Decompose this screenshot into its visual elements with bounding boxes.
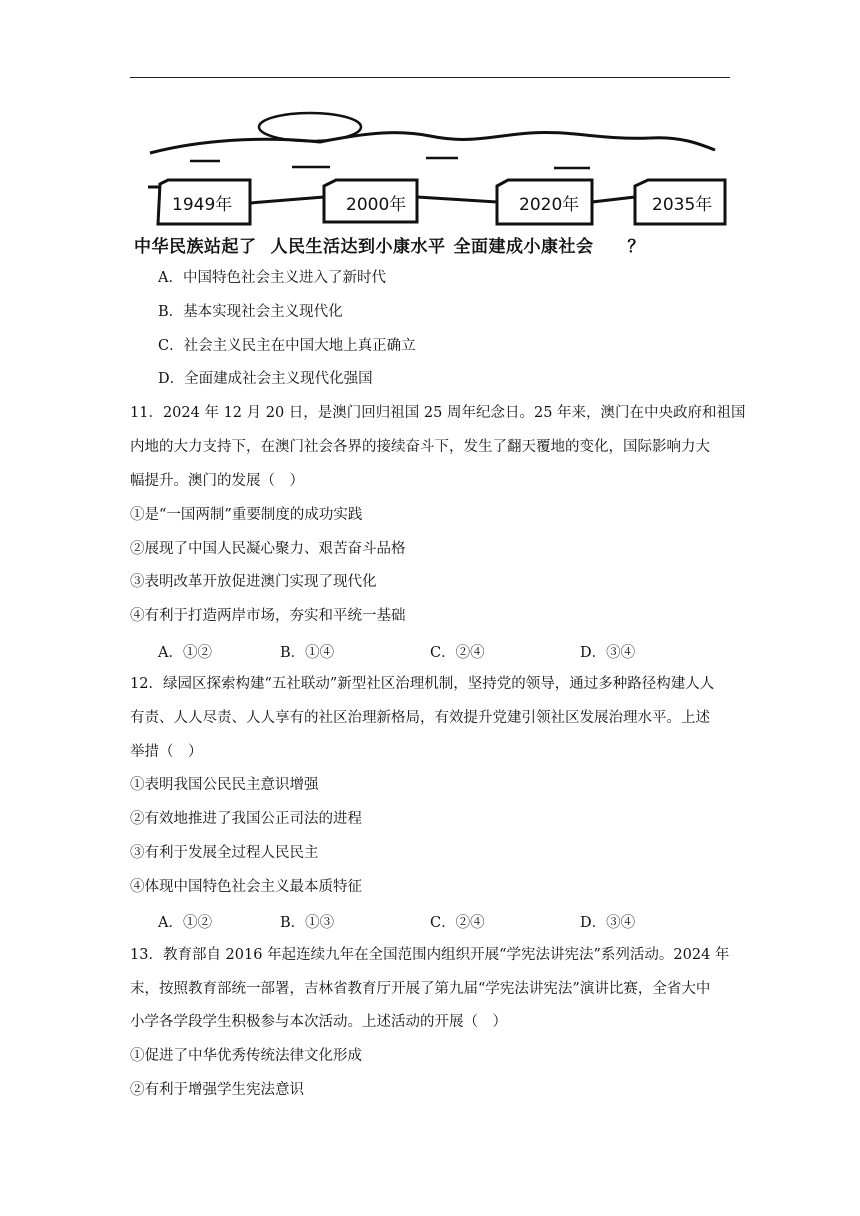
timeline-line [250, 197, 324, 203]
q12-stem-line: 有责、人人尽责、人人享有的社区治理新格局，有效提升党建引领社区发展治理水平。上述 [130, 710, 710, 726]
timeline-line [592, 197, 635, 202]
q12-stem-line: 举措（ ） [130, 744, 203, 760]
q10-option-a: A．中国特色社会主义进入了新时代 [158, 270, 386, 286]
q10-option-c: C．社会主义民主在中国大地上真正确立 [158, 338, 416, 354]
q12-statement: ④体现中国特色社会主义最本质特征 [130, 879, 362, 895]
q12-choice-b: B．①③ [280, 915, 335, 931]
q11-choice-a: A．①② [158, 645, 212, 661]
q13-stem-line: 末，按照教育部统一部署，吉林省教育厅开展了第九届“学宪法讲宪法”演讲比赛，全省大中 [130, 981, 711, 997]
q12-choice-d: D．③④ [580, 915, 636, 931]
q13-statement: ①促进了中华优秀传统法律文化形成 [130, 1048, 362, 1064]
q11-statement: ④有利于打造两岸市场，夯实和平统一基础 [130, 608, 406, 624]
year-label: 1949年 [172, 195, 233, 215]
q10-option-d: D．全面建成社会主义现代化强国 [158, 371, 373, 387]
q12-stem-line: 12．绿园区探索构建“五社联动”新型社区治理机制，坚持党的领导，通过多种路径构建人人 [130, 676, 715, 692]
year-label: 2035年 [652, 195, 713, 215]
timeline-captions [134, 232, 645, 257]
q11-choice-d: D．③④ [580, 645, 636, 661]
caption-2000: 人民生活达到小康水平 [270, 237, 446, 257]
q12-statement: ①表明我国公民民主意识增强 [130, 777, 319, 793]
header-rule [130, 77, 730, 78]
q11-choice-b: B．①④ [280, 645, 335, 661]
q12-choice-c: C．②④ [430, 915, 485, 931]
q13-stem-line: 13．教育部自 2016 年起连续九年在全国范围内组织开展“学宪法讲宪法”系列活动。2024 年 [130, 947, 730, 963]
q11-stem-line: 11．2024 年 12 月 20 日，是澳门回归祖国 25 周年纪念日。25 年来，澳门在中央政府和祖国 [130, 405, 746, 421]
q12-statement: ②有效地推进了我国公正司法的进程 [130, 811, 362, 827]
year-label: 2020年 [519, 195, 580, 215]
q11-stem-line: 内地的大力支持下，在澳门社会各界的接续奋斗下，发生了翻天覆地的变化，国际影响力大 [130, 439, 710, 455]
q10-option-b: B．基本实现社会主义现代化 [158, 304, 343, 320]
q13-statement: ②有利于增强学生宪法意识 [130, 1082, 304, 1098]
q13-stem-line: 小学各学段学生积极参与本次活动。上述活动的开展（ ） [130, 1014, 507, 1030]
q12-statement: ③有利于发展全过程人民民主 [130, 845, 319, 861]
q11-stem-line: 幅提升。澳门的发展（ ） [130, 473, 304, 489]
q11-statement: ③表明改革开放促进澳门实现了现代化 [130, 574, 377, 590]
year-label: 2000年 [346, 195, 407, 215]
q11-statement: ①是“一国两制”重要制度的成功实践 [130, 507, 363, 523]
q11-choice-c: C．②④ [430, 645, 485, 661]
caption-1949: 中华民族站起了 [134, 237, 257, 257]
q12-choice-a: A．①② [158, 915, 212, 931]
q11-statement: ②展现了中国人民凝心聚力、艰苦奋斗品格 [130, 541, 406, 557]
timeline-figure [130, 100, 740, 260]
caption-2035: ？ [627, 237, 645, 257]
timeline-line [417, 197, 497, 202]
caption-2020: 全面建成小康社会 [453, 237, 594, 257]
mountain-ridge [150, 132, 715, 153]
